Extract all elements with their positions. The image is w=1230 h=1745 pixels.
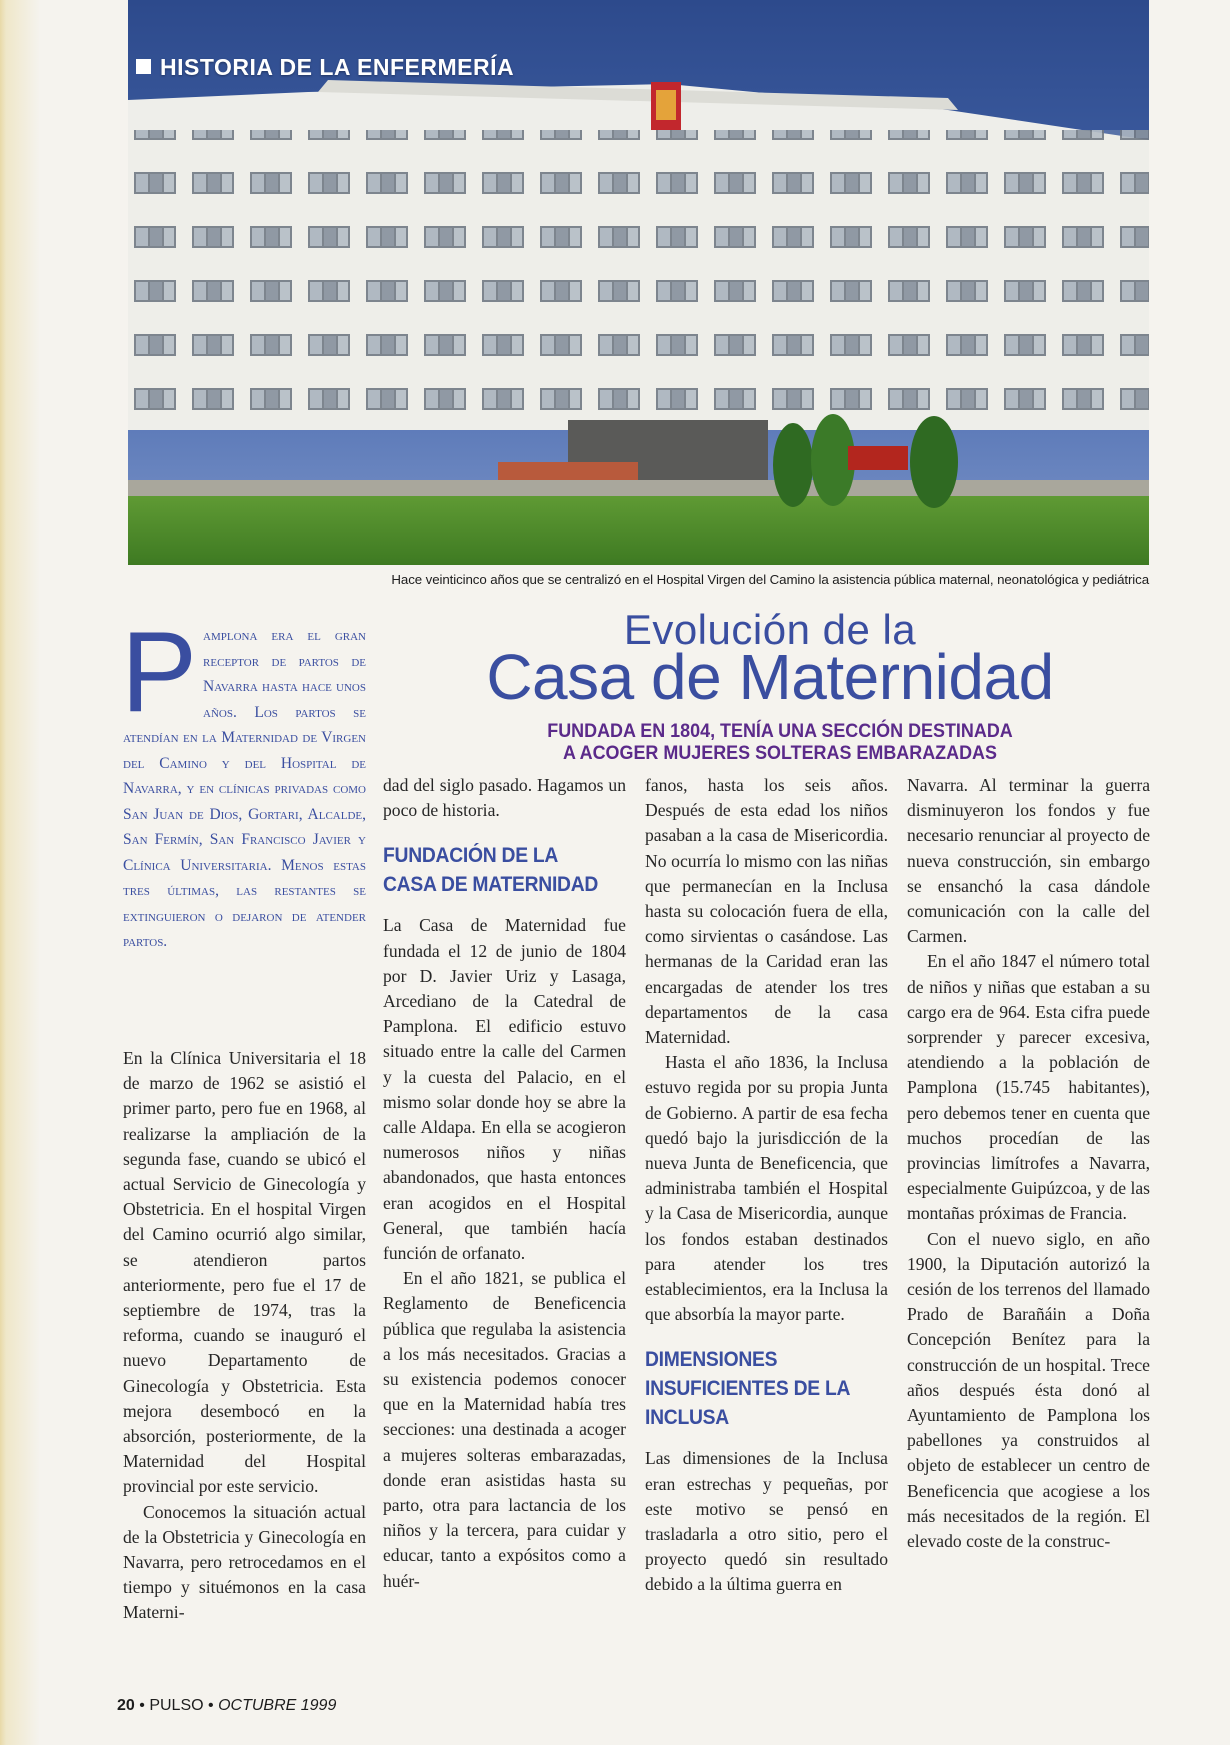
bullet-separator: • bbox=[208, 1697, 214, 1714]
body-paragraph: En el año 1821, se publica el Reglamento de Beneficencia pública que regulaba la asistencia a los más necesitados. Gracias a su existencia podemos conocer que en la Maternidad había tres secciones: una destinada a acoger a mujeres solteras embarazadas, donde eran asistidas hasta su parto, otra para lactancia de los niños y la tercera, para cuidar y educar, tanto a expósitos como a huér- bbox=[383, 1268, 626, 1591]
section-tag-label: HISTORIA DE LA ENFERMERÍA bbox=[160, 54, 515, 80]
body-paragraph: En el año 1847 el número total de niños y niñas que estaban a su cargo era de 964. Esta cifra puede sorprender y parecer excesiva, atendiendo a la población de Pamplona (15.745 habitantes), pero debemos tener en cuenta que muchos procedían de las provincias limítrofes a Navarra, especialmente Guipúzcoa, y de las montañas próximas de Francia. bbox=[907, 951, 1150, 1224]
body-paragraph: La Casa de Maternidad fue fundada el 12 de junio de 1804 por D. Javier Uriz y Lasaga, Arcediano de la Catedral de Pamplona. El edificio estuvo situado entre la calle del Carmen y la cuesta del Palacio, en el mismo solar donde hoy se abre la calle Aldapa. En ella se acogieron numerosos niños y niñas abandonados, que hasta entonces eran acogidos en el Hospital General, que también hacía función de orfanato. bbox=[383, 915, 626, 1264]
body-paragraph: fanos, hasta los seis años. Después de esta edad los niños pasaban a la casa de Misericordia. No ocurría lo mismo con las niñas que permanecían en la Inclusa hasta su colocación fuera de ella, como sirvientas o casándose. Las hermanas de la Caridad eran las encargadas de atender los tres departamentos de la casa Maternidad. bbox=[645, 775, 888, 1048]
section-heading-dimensiones: DIMENSIONES INSUFICIENTES DE LA INCLUSA bbox=[645, 1348, 850, 1430]
article-title-line-2: Casa de Maternidad bbox=[486, 641, 1054, 713]
subtitle-line-1: FUNDADA EN 1804, TENÍA UNA SECCIÓN DESTINADA bbox=[547, 720, 1013, 742]
bullet-separator: • bbox=[139, 1697, 145, 1714]
body-column-3 bbox=[645, 773, 888, 1598]
intro-text: amplona era el gran receptor de partos de Navarra hasta hace unos años. Los partos se atendían en la Maternidad de Virgen del Camino y del Hospital de Navarra, y en clínicas privadas como San Juan de Dios, Gortari, Alcalde, San Fermín, San Francisco Javier y Clínica Universitaria. Menos estas tres últimas, las restantes se extinguieron o dejaron de atender partos. bbox=[123, 627, 366, 950]
body-paragraph: Con el nuevo siglo, en año 1900, la Diputación autorizó la cesión de los terrenos del llamado Prado de Barañáin a Doña Concepción Benítez para la construcción de un hospital. Trece años después ésta donó al Ayuntamiento de Pamplona los pabellones ya construidos al objeto de establecer un centro de Beneficencia que acogiese a los más necesitados de la región. El elevado coste de la construc- bbox=[907, 1228, 1150, 1552]
page-edge bbox=[0, 0, 42, 1745]
issue-date: OCTUBRE 1999 bbox=[218, 1697, 337, 1714]
body-paragraph: dad del siglo pasado. Hagamos un poco de historia. bbox=[383, 775, 626, 821]
photo-caption: Hace veinticinco años que se centralizó en el Hospital Virgen del Camino la asistencia pública maternal, neonatológica y pediátrica bbox=[391, 572, 1149, 587]
square-bullet-icon bbox=[136, 59, 151, 74]
section-heading-fundacion: FUNDACIÓN DE LA CASA DE MATERNIDAD bbox=[383, 844, 599, 897]
subtitle-line-2: A ACOGER MUJERES SOLTERAS EMBARAZADAS bbox=[563, 742, 997, 764]
body-column-1 bbox=[123, 1046, 366, 1626]
body-column-2 bbox=[383, 773, 626, 1594]
article-title-line-1: Evolución de la bbox=[623, 606, 917, 653]
magazine-name: PULSO bbox=[149, 1697, 204, 1714]
hospital-photo bbox=[128, 0, 1149, 565]
article-subtitle bbox=[495, 720, 1065, 764]
body-paragraph: Hasta el año 1836, la Inclusa estuvo regida por su propia Junta de Gobierno. A partir de esa fecha quedó bajo la jurisdicción de la nueva Junta de Beneficencia, que administraba también el Hospital y la Casa de Misericordia, aunque los fondos estaban destinados para atender los tres establecimientos, era la Inclusa la que absorbía la mayor parte. bbox=[645, 1052, 888, 1325]
body-paragraph: En la Clínica Universitaria el 18 de marzo de 1962 se asistió el primer parto, pero fue en 1968, al realizarse la ampliación de la segunda fase, cuando se ubicó el actual Servicio de Ginecología y Obstetricia. En el hospital Virgen del Camino ocurrió algo similar, se atendieron partos anteriormente, pero fue el 17 de septiembre de 1974, tras la reforma, cuando se inauguró el nuevo Departamento de Ginecología y Obstetricia. Esta mejora desembocó en la absorción, posteriormente, de la Maternidad del Hospital provincial por este servicio. bbox=[123, 1048, 366, 1497]
body-paragraph: Las dimensiones de la Inclusa eran estrechas y pequeñas, por este motivo se pensó en trasladarla a otro sitio, pero el proyecto quedó sin resultado debido a la última guerra en bbox=[645, 1448, 888, 1595]
section-tag bbox=[136, 54, 514, 81]
intro-paragraph bbox=[121, 609, 366, 955]
page-footer bbox=[117, 1697, 336, 1715]
body-column-4 bbox=[907, 773, 1150, 1554]
page-number: 20 bbox=[117, 1697, 135, 1714]
body-paragraph: Conocemos la situación actual de la Obstetricia y Ginecología en Navarra, pero retrocedamos en el tiempo y situémonos en la casa Materni- bbox=[123, 1501, 366, 1623]
drop-cap: P bbox=[121, 609, 198, 736]
body-paragraph: Navarra. Al terminar la guerra disminuyeron los fondos y fue necesario renunciar al proyecto de nueva construcción, sin embargo se ensanchó la casa dándole comunicación con la calle del Carmen. bbox=[907, 775, 1150, 947]
